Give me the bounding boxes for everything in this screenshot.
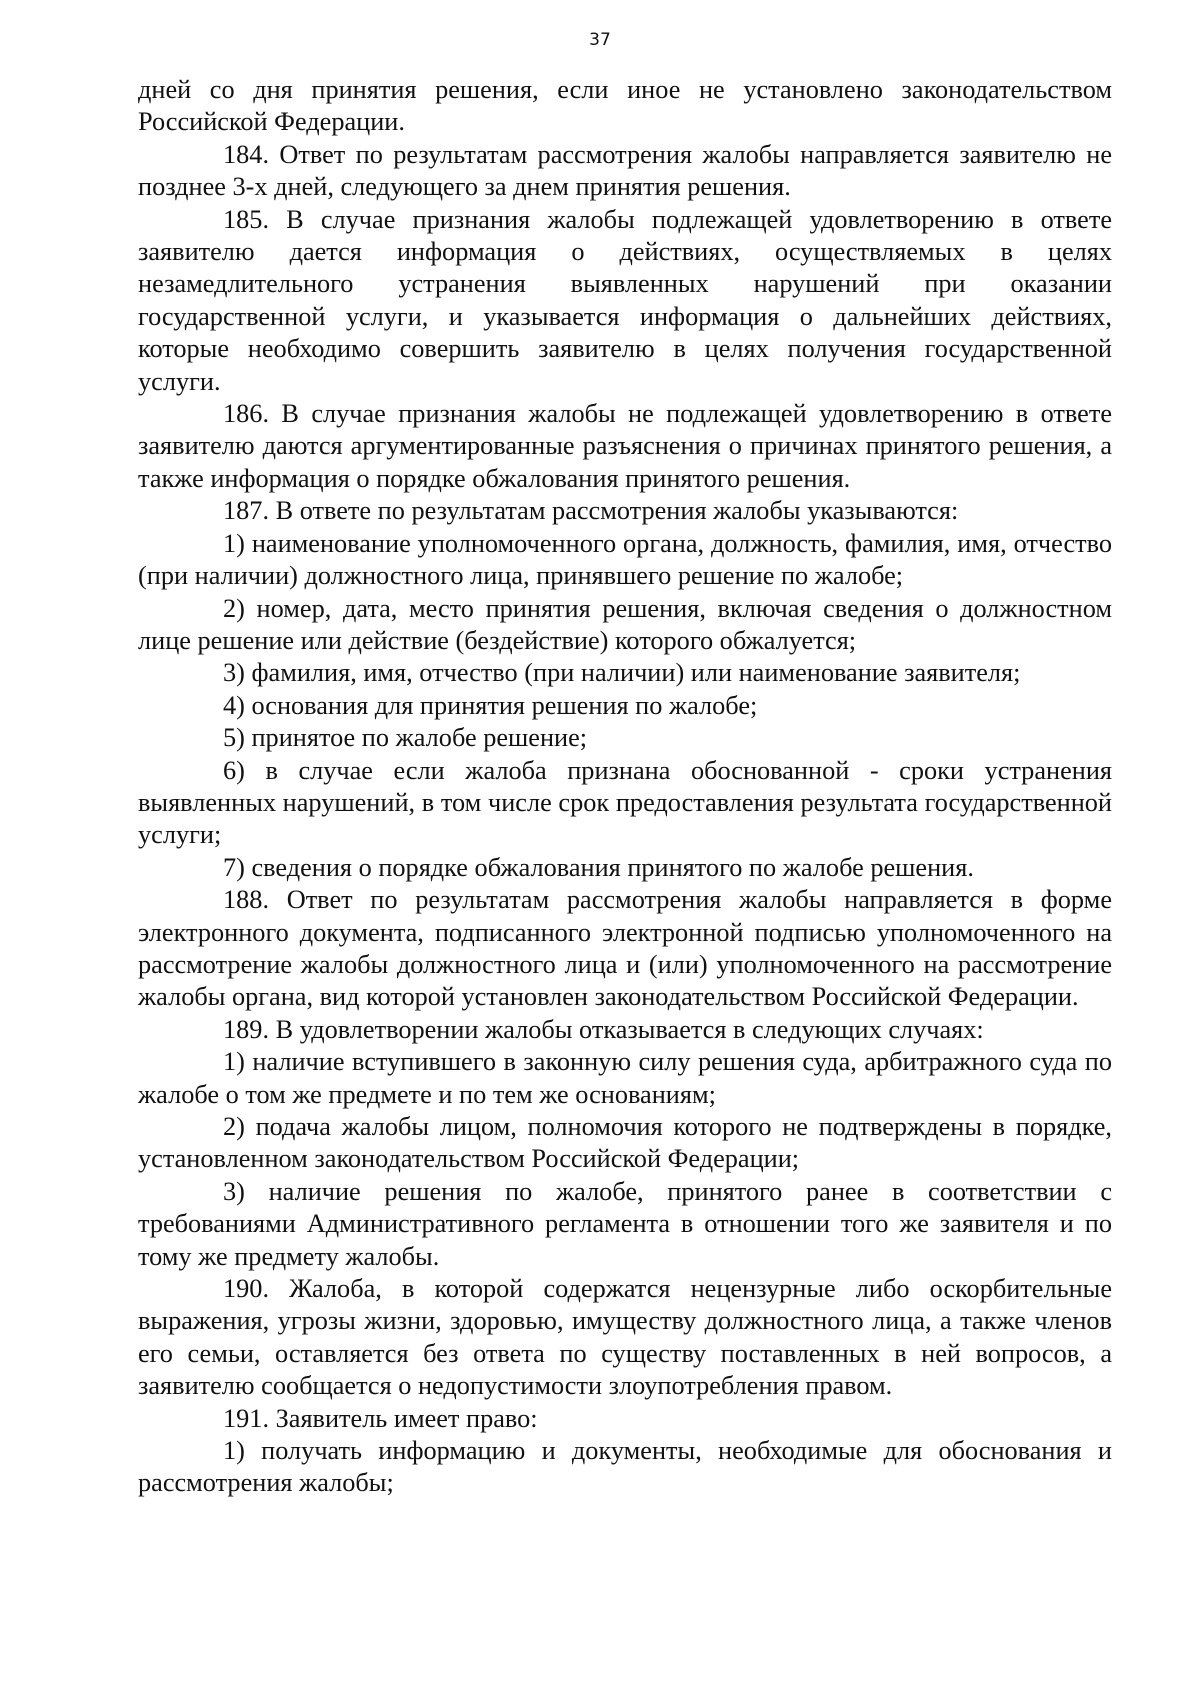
list-item: 2) номер, дата, место принятия решения, включая сведения о должностном лице решение или действие (бездействие) которого обжалуется;: [138, 593, 1112, 655]
paragraph-186: 186. В случае признания жалобы не подлежащей удовлетворению в ответе заявителю даются аргументированные разъяснения о причинах принятого решения, а также информация о порядке обжалования принятого решения.: [138, 399, 1112, 493]
list-item: 3) фамилия, имя, отчество (при наличии) или наименование заявителя;: [223, 658, 1021, 688]
document-body: [138, 74, 1112, 1500]
paragraph-184: 184. Ответ по результатам рассмотрения жалобы направляется заявителю не позднее 3-х дней, следующего за днем принятия решения.: [138, 139, 1112, 202]
list-item: 1) наименование уполномоченного органа, должность, фамилия, имя, отчество (при наличии) должностного лица, принявшего решение по жалобе;: [138, 528, 1112, 591]
list-item: 7) сведения о порядке обжалования принятого по жалобе решения.: [223, 852, 974, 882]
list-item: 3) наличие решения по жалобе, принятого ранее в соответствии с требованиями Административного регламента в отношении того же заявителя и по тому же предмету жалобы.: [138, 1176, 1112, 1271]
list-item: 5) принятое по жалобе решение;: [223, 723, 588, 753]
list-item: 6) в случае если жалоба признана обоснованной - сроки устранения выявленных нарушений, в том числе срок предоставления результата государственной услуги;: [138, 755, 1112, 850]
paragraph-185: 185. В случае признания жалобы подлежащей удовлетворению в ответе заявителю дается информация о действиях, осуществляемых в целях незамедлительного устранения выявленных нарушений при оказании государственной услуги, и указывается информация о дальнейших действиях, которые необходимо совершить заявителю в целях получения государственной услуги.: [138, 204, 1112, 396]
paragraph-189: 189. В удовлетворении жалобы отказывается в следующих случаях:: [223, 1014, 984, 1044]
list-item: 1) получать информацию и документы, необходимые для обоснования и рассмотрения жалобы;: [138, 1436, 1112, 1498]
paragraph: дней со дня принятия решения, если иное не установлено законодательством Российской Федерации.: [138, 75, 1112, 137]
paragraph-188: 188. Ответ по результатам рассмотрения жалобы направляется в форме электронного документа, подписанного электронной подписью уполномоченного на рассмотрение жалобы должностного лица и (или) уполномоченного на рассмотрение жалобы органа, вид которой установлен законодательством Российской Федерации.: [138, 885, 1112, 1012]
list-item: 4) основания для принятия решения по жалобе;: [223, 690, 758, 720]
paragraph-187: 187. В ответе по результатам рассмотрения жалобы указываются:: [223, 496, 959, 526]
page-number: 37: [589, 30, 611, 50]
paragraph-190: 190. Жалоба, в которой содержатся нецензурные либо оскорбительные выражения, угрозы жизни, здоровью, имуществу должностного лица, а также членов его семьи, оставляется без ответа по существу поставленных в ней вопросов, а заявителю сообщается о недопустимости злоупотребления правом.: [138, 1274, 1112, 1401]
list-item: 1) наличие вступившего в законную силу решения суда, арбитражного суда по жалобе о том же предмете и по тем же основаниям;: [138, 1047, 1112, 1109]
list-item: 2) подача жалобы лицом, полномочия которого не подтверждены в порядке, установленном законодательством Российской Федерации;: [138, 1112, 1112, 1174]
paragraph-191: 191. Заявитель имеет право:: [223, 1403, 538, 1433]
